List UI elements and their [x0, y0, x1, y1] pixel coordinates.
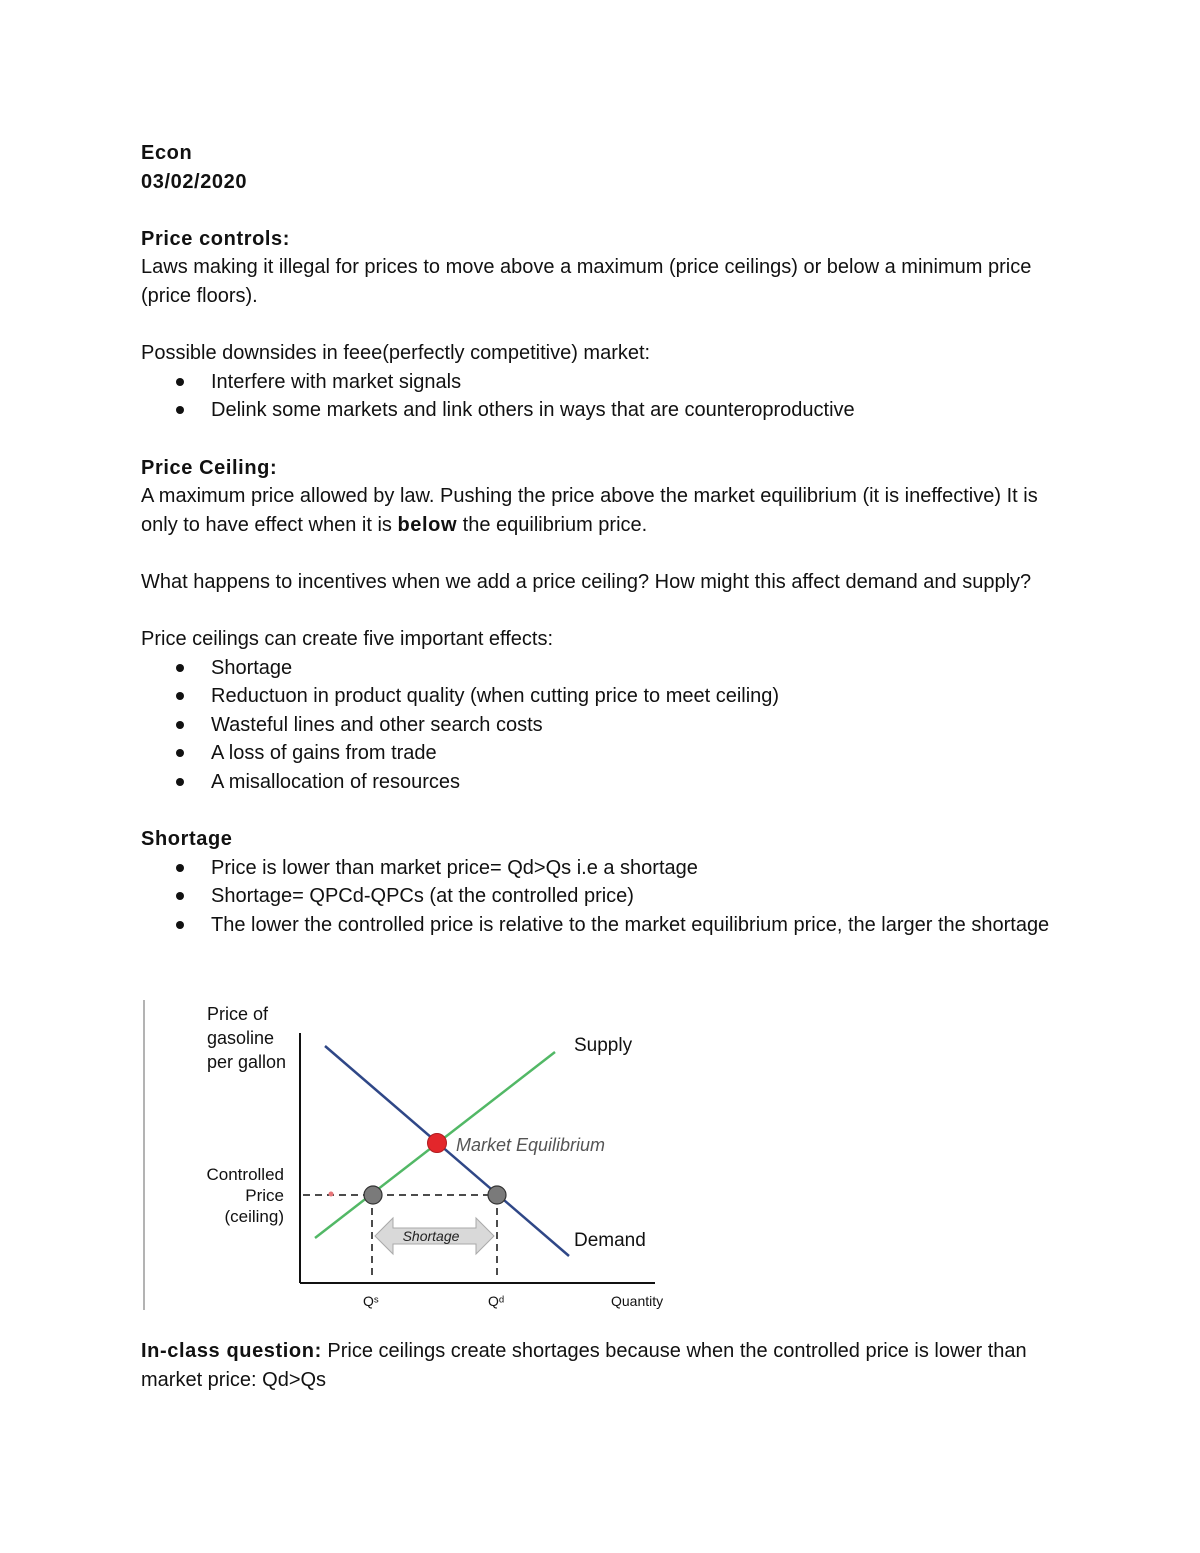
bullet-icon [176, 892, 184, 900]
y-axis-label-line-1: Price of [207, 1004, 269, 1024]
bullet-icon [176, 378, 184, 386]
downsides-list [141, 368, 1071, 425]
price-controls-heading: Price controls: [141, 227, 291, 250]
bullet-icon [176, 749, 184, 757]
doc-date: 03/02/2020 [141, 170, 248, 193]
diagram-svg [143, 998, 720, 1311]
price-controls-text: Laws making it illegal for prices to move above a maximum (price ceilings) or below a minimum price (price floors). [141, 256, 1032, 307]
qd-tick-label: Qᵈ [488, 1293, 505, 1309]
qs-tick-label: Qˢ [363, 1293, 379, 1309]
document-body [141, 139, 1071, 940]
bullet-icon [176, 406, 184, 414]
price-ceiling-diagram [143, 998, 720, 1311]
price-ceiling-heading: Price Ceiling: [141, 456, 278, 479]
list-item: Price is lower than market price= Qd>Qs i.e a shortage [141, 854, 1071, 883]
x-axis-label: Quantity [611, 1293, 664, 1309]
shortage-list [141, 854, 1071, 940]
effects-list [141, 654, 1071, 797]
price-ceiling-text: A maximum price allowed by law. Pushing the price above the market equilibrium (it is ineffective) It is only to have effect when it is below the equilibrium price. [141, 485, 1038, 536]
ceiling-marker-dot [329, 1192, 334, 1197]
bullet-icon [176, 664, 184, 672]
list-item: Reductuon in product quality (when cutting price to meet ceiling) [141, 682, 1071, 711]
controlled-price-label-line-2: Price [245, 1186, 284, 1205]
supply-label: Supply [574, 1035, 633, 1056]
in-class-text: Price ceilings create shortages because when the controlled price is lower than market price: Qd>Qs [141, 1340, 1027, 1391]
list-item: A loss of gains from trade [141, 739, 1071, 768]
bullet-icon [176, 692, 184, 700]
shortage-heading: Shortage [141, 828, 233, 851]
effects-intro: Price ceilings can create five important effects: [141, 628, 554, 651]
downsides-intro: Possible downsides in feee(perfectly competitive) market: [141, 342, 651, 365]
bullet-icon [176, 778, 184, 786]
shortage-arrow-label: Shortage [402, 1228, 460, 1244]
emphasis-below: below [397, 513, 458, 536]
list-item: Shortage= QPCd-QPCs (at the controlled price) [141, 882, 1071, 911]
list-item: Wasteful lines and other search costs [141, 711, 1071, 740]
controlled-price-label-line-1: Controlled [206, 1165, 284, 1184]
bullet-icon [176, 721, 184, 729]
market-equilibrium-point [428, 1134, 447, 1153]
doc-title: Econ [141, 142, 193, 164]
list-item: A misallocation of resources [141, 768, 1071, 797]
controlled-price-label-line-3: (ceiling) [224, 1207, 284, 1226]
bullet-icon [176, 864, 184, 872]
demand-label: Demand [574, 1230, 646, 1251]
y-axis-label-line-2: gasoline [207, 1028, 275, 1048]
incentives-question: What happens to incentives when we add a price ceiling? How might this affect demand and supply? [141, 570, 1032, 593]
in-class-label: In-class question: [141, 1340, 322, 1362]
list-item: Delink some markets and link others in ways that are counteroproductive [141, 396, 1071, 425]
list-item: The lower the controlled price is relative to the market equilibrium price, the larger the shortage [141, 911, 1071, 940]
y-axis-label-line-3: per gallon [207, 1052, 287, 1072]
market-equilibrium-label: Market Equilibrium [456, 1135, 606, 1155]
in-class-question [141, 1317, 1071, 1414]
bullet-icon [176, 921, 184, 929]
qs-point [364, 1186, 382, 1204]
list-item: Interfere with market signals [141, 368, 1071, 397]
list-item: Shortage [141, 654, 1071, 683]
qd-point [488, 1186, 506, 1204]
